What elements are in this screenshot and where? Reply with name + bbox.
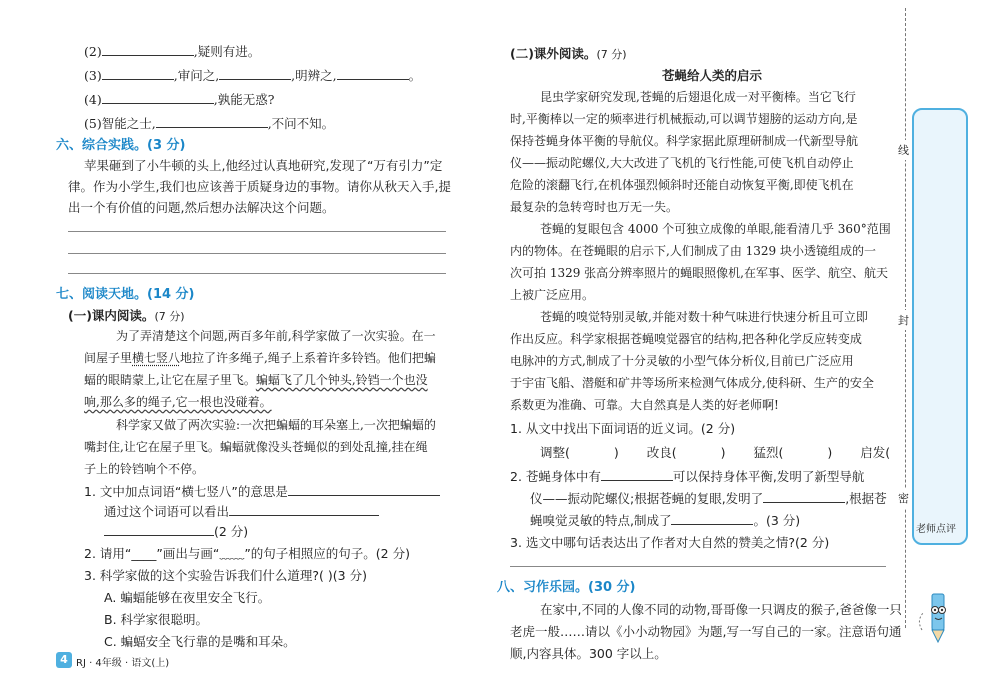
section-6-title: 六、综合实践。(3 分) <box>56 138 186 153</box>
answer-blank[interactable] <box>156 114 268 128</box>
p1-line-3: 蝠的眼睛蒙上,让它在屋子里飞。蝙蝠飞了几个钟头,铃铛一个也没 <box>84 373 428 387</box>
answer-blank[interactable] <box>337 66 409 80</box>
p1-line-4: 响,那么多的绳子,它一根也没碰着。 <box>84 395 272 409</box>
sec7-q2: 2. 请用“____”画出与画“﹏﹏”的句子相照应的句子。(2 分) <box>84 546 410 561</box>
p1-line-2: 间屋子里横七竖八地拉了许多绳子,绳子上系着许多铃铛。他们把蝙 <box>84 351 436 365</box>
q3-option-a[interactable]: A. 蝙蝠能够在夜里安全飞行。 <box>104 590 271 605</box>
sec8-line-1: 在家中,不同的人像不同的动物,哥哥像一只调皮的猴子,爸爸像一只 <box>540 602 902 617</box>
section-8-title: 八、习作乐园。(30 分) <box>497 580 636 595</box>
sec-2-q2-b: 仪——振动陀螺仪;根据苍蝇的复眼,发明了 ,根据苍 <box>530 491 887 506</box>
q3-option-c[interactable]: C. 蝙蝠安全飞行靠的是嘴和耳朵。 <box>104 634 296 649</box>
sec8-line-2: 老虎一般……请以《小小动物园》为题,写一写自己的一家。注意语句通 <box>510 624 902 639</box>
answer-blank[interactable] <box>601 467 673 481</box>
sec7-q1-a: 1. 文中加点词语“横七竖八”的意思是 <box>84 482 440 500</box>
synonym-row: 调整( ) 改良( ) 猛烈( ) 启发( <box>540 445 891 460</box>
article-title: 苍蝇给人类的启示 <box>662 68 763 83</box>
article-line: 内的物体。在苍蝇眼的启示下,人们制成了由 1329 块小透镜组成的一 <box>510 244 876 258</box>
cut-char: 封 <box>898 310 909 330</box>
article-line: 最复杂的急转弯时也万无一失。 <box>510 200 679 214</box>
sec6-line-2: 律。作为小学生,我们也应该善于质疑身边的事物。请你从秋天入手,提 <box>68 179 451 194</box>
article-line: 于宇宙飞船、潜艇和矿井等场所来检测气体成分,使科研、生产的安全 <box>510 376 874 390</box>
answer-blank[interactable] <box>229 502 379 516</box>
article-line: 作出反应。科学家根据苍蝇嗅觉器官的结构,把各种化学反应转变成 <box>510 332 862 346</box>
p2-line-3: 子上的铃铛响个不停。 <box>84 462 205 476</box>
answer-blank[interactable] <box>102 90 214 104</box>
cut-char: 线 <box>898 140 909 160</box>
answer-line[interactable] <box>510 566 886 567</box>
answer-blank[interactable] <box>102 66 174 80</box>
footer-text: RJ · 4年级 · 语文(上) <box>76 658 170 669</box>
article-line: 保持苍蝇身体平衡的导航仪。科学家据此原理研制成一代新型导航 <box>510 134 859 148</box>
article-line: 次可拍 1329 张高分辨率照片的蝇眼照像机,在军事、医学、航空、航天 <box>510 266 888 280</box>
article-line: 昆虫学家研究发现,苍蝇的后翅退化成一对平衡棒。当它飞行 <box>540 90 856 104</box>
article-line: 时,平衡棒以一定的频率进行机械振动,可以调节翅膀的运动方向,是 <box>510 112 858 126</box>
article-line: 仪——振动陀螺仪,大大改进了飞机的飞行性能,可使飞机自动停止 <box>510 156 854 170</box>
answer-blank[interactable] <box>288 482 440 496</box>
sec7-q3: 3. 科学家做的这个实验告诉我们什么道理?( )(3 分) <box>84 568 367 583</box>
sec-2-q3: 3. 选文中哪句话表达出了作者对大自然的赞美之情?(2 分) <box>510 535 830 550</box>
q5-item-2: (2) ,疑则有进。 <box>84 44 261 59</box>
page-number: 4 <box>56 652 72 668</box>
article-line: 危险的滚翻飞行,在机体强烈倾斜时还能自动恢复平衡,即使飞机在 <box>510 178 854 192</box>
p2-line-1: 科学家又做了两次实验:一次把蝙蝠的耳朵塞上,一次把蝙蝠的 <box>116 418 436 432</box>
answer-blank[interactable] <box>671 511 753 525</box>
article-line: 苍蝇的复眼包含 4000 个可独立成像的单眼,能看清几乎 360°范围 <box>540 222 891 236</box>
section-7-title: 七、阅读天地。(14 分) <box>56 287 195 302</box>
answer-blank[interactable] <box>104 522 214 536</box>
article-line: 上被广泛应用。 <box>510 288 595 302</box>
article-line: 苍蝇的嗅觉特别灵敏,并能对数十种气味进行快速分析且可立即 <box>540 310 868 324</box>
q5-item-3: (3) ,审问之, ,明辨之, 。 <box>84 68 422 83</box>
answer-line[interactable] <box>68 253 446 254</box>
answer-line[interactable] <box>68 231 446 232</box>
sec-2-q2-a: 2. 苍蝇身体中有 可以保持身体平衡,发明了新型导航 <box>510 469 865 484</box>
sec-2-q1: 1. 从文中找出下面词语的近义词。(2 分) <box>510 421 736 436</box>
cut-char: 密 <box>898 488 909 508</box>
part-1-title: (一)课内阅读。(7 分) <box>68 308 185 323</box>
article-line: 电脉冲的方式,制成了十分灵敏的小型气体分析仪,目前已广泛应用 <box>510 354 854 368</box>
sec-2-q2-c: 蝇嗅觉灵敏的特点,制成了 。(3 分) <box>530 513 801 528</box>
sec7-q1-b: 通过这个词语可以看出 <box>104 502 379 520</box>
article-line: 系数更为准确、可靠。大自然真是人类的好老师啊! <box>510 398 779 412</box>
p1-line-1: 为了弄清楚这个问题,两百多年前,科学家做了一次实验。在一 <box>116 329 436 343</box>
q5-item-4: (4) ,孰能无惑? <box>84 92 275 107</box>
answer-blank[interactable] <box>102 42 194 56</box>
q5-item-5: (5)智能之士, ,不问不知。 <box>84 116 335 131</box>
answer-blank[interactable] <box>763 489 845 503</box>
answer-blank[interactable] <box>219 66 291 80</box>
p2-line-2: 嘴封住,让它在屋子里飞。蝙蝠就像没头苍蝇似的到处乱撞,挂在绳 <box>84 440 428 454</box>
sec7-q1-c: (2 分) <box>104 522 248 540</box>
answer-line[interactable] <box>68 273 446 274</box>
pencil-mascot-icon <box>916 590 960 650</box>
sec8-line-3: 顺,内容具体。300 字以上。 <box>510 646 667 661</box>
teacher-comment-label: 老师点评 <box>916 524 956 535</box>
sec6-line-1: 苹果砸到了小牛顿的头上,他经过认真地研究,发现了“万有引力”定 <box>84 158 443 173</box>
part-2-title: (二)课外阅读。(7 分) <box>510 46 627 61</box>
sec6-line-3: 出一个有价值的问题,然后想办法解决这个问题。 <box>68 200 335 215</box>
q3-option-b[interactable]: B. 科学家很聪明。 <box>104 612 209 627</box>
teacher-comment-box[interactable] <box>912 108 968 545</box>
